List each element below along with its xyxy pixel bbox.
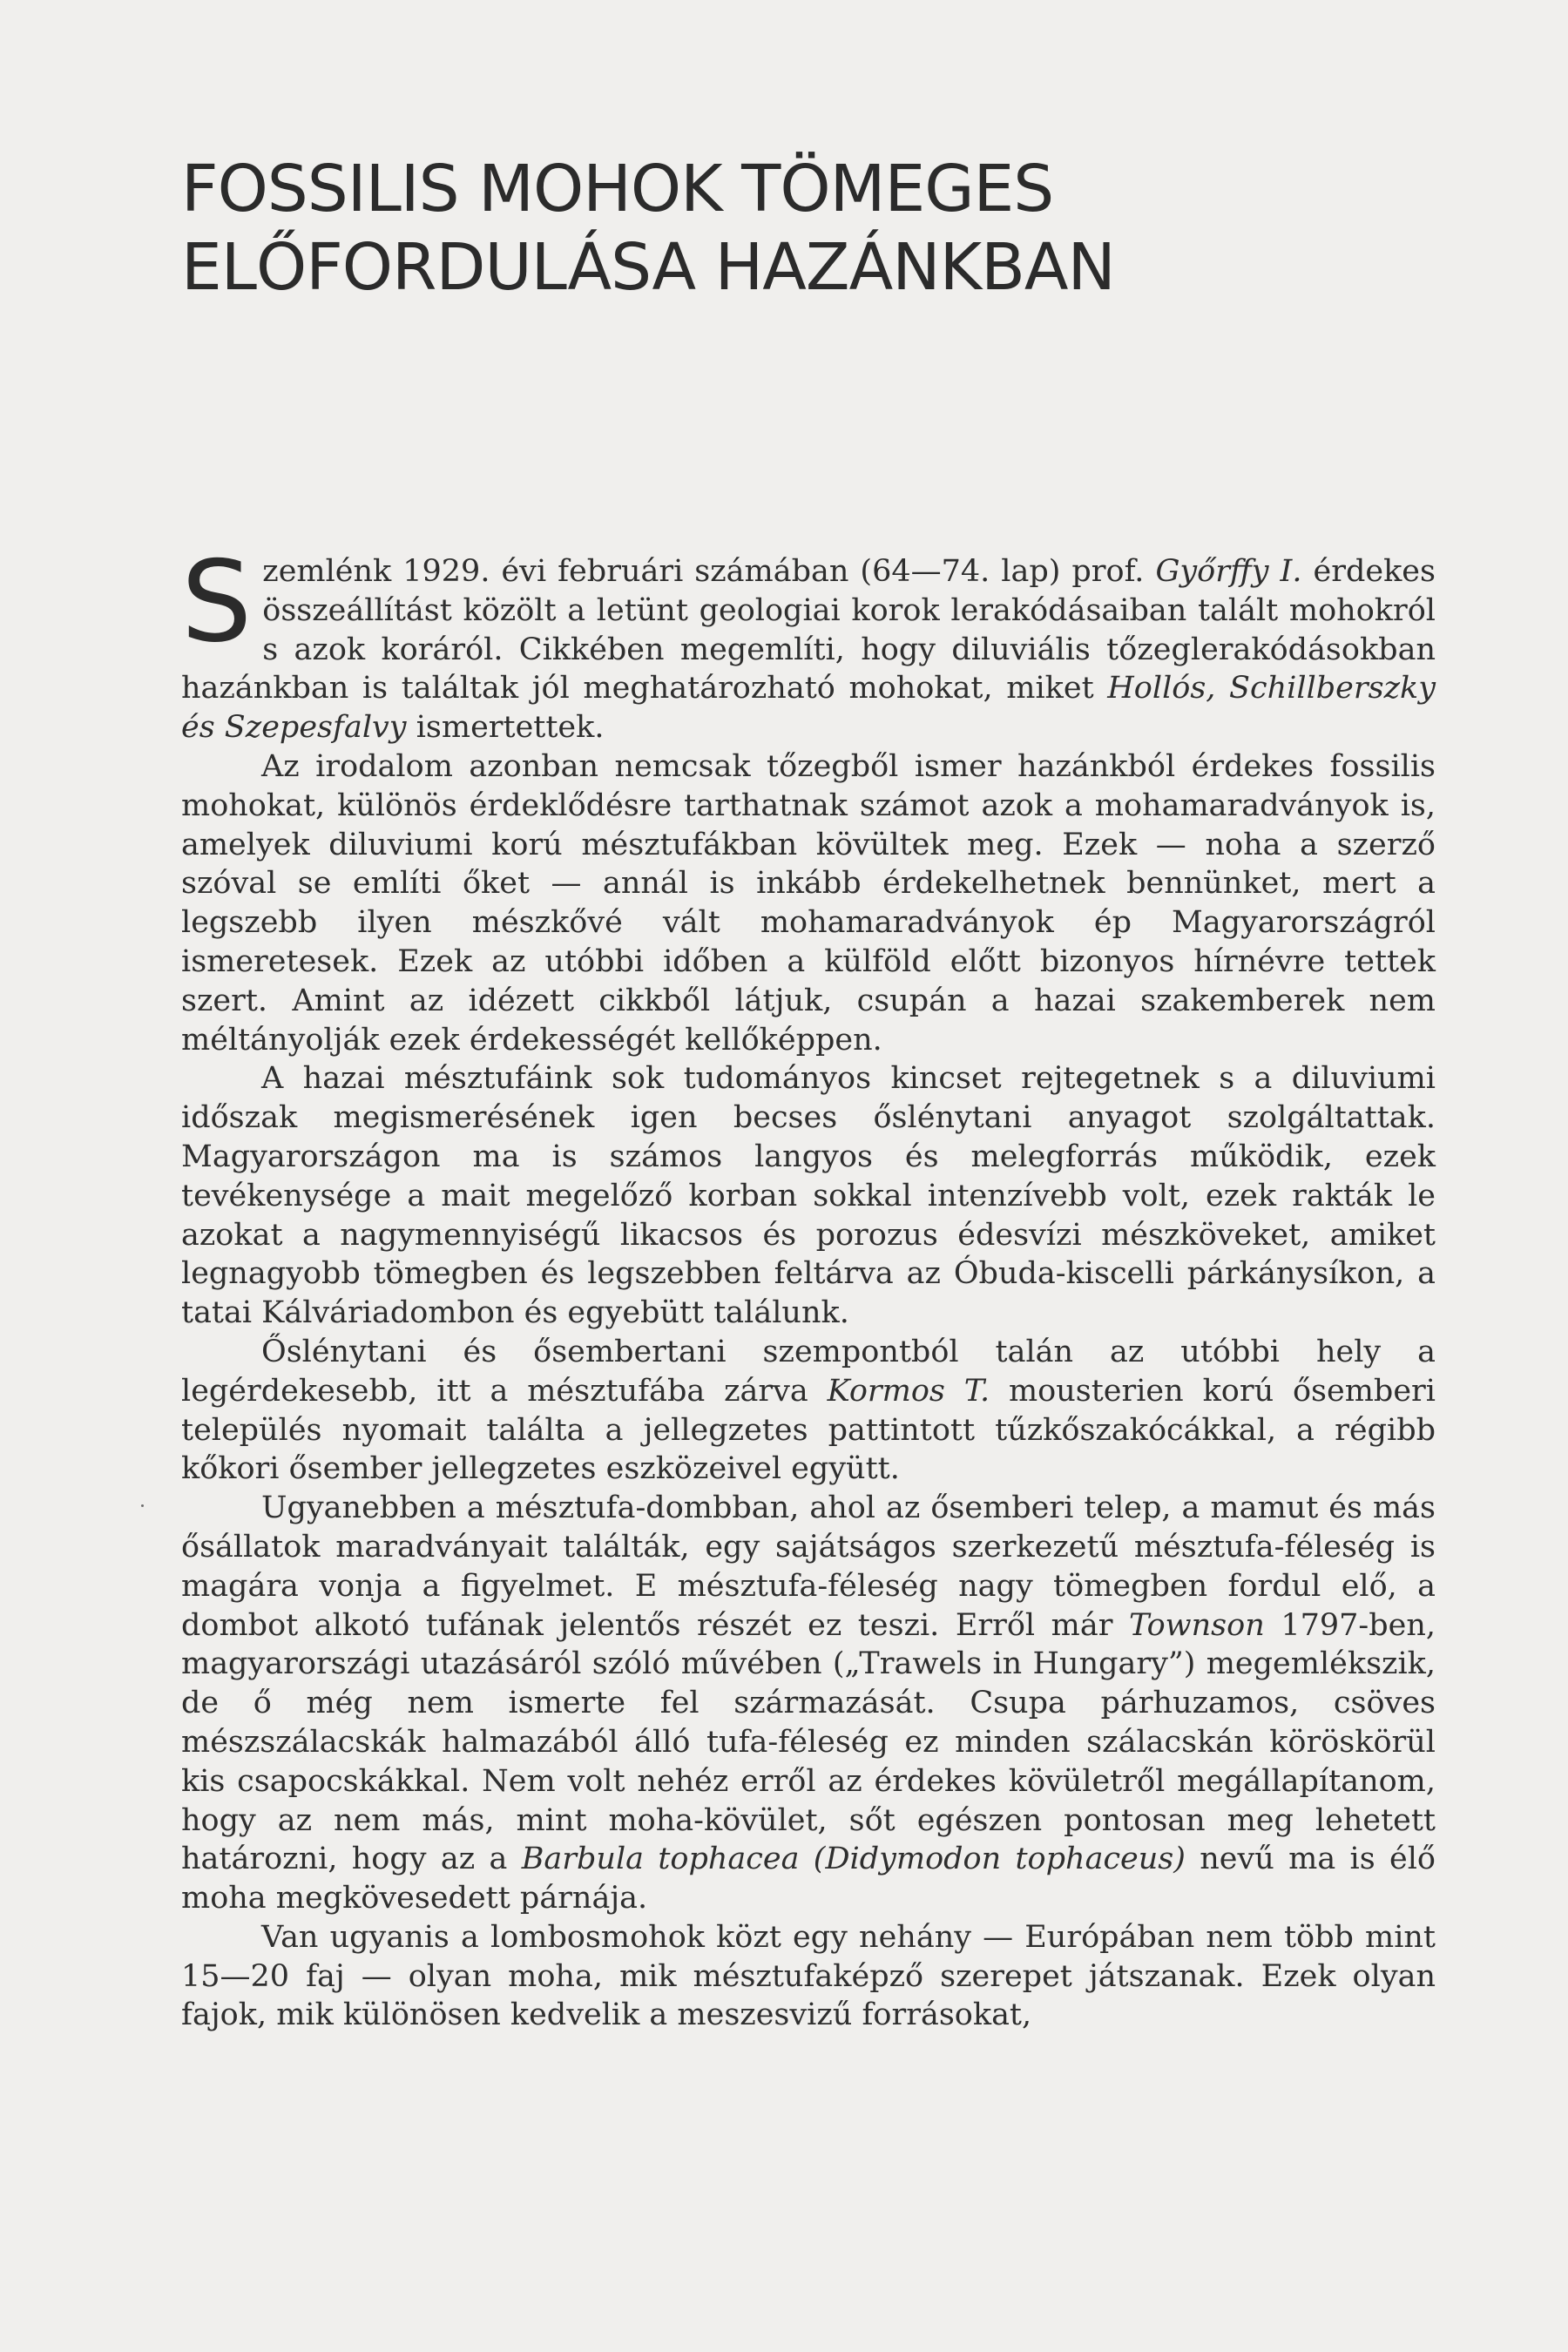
article-title bbox=[181, 150, 1401, 307]
paragraph-1 bbox=[181, 537, 1436, 747]
paragraph-5 bbox=[181, 1489, 1436, 1918]
scan-speck bbox=[141, 1504, 144, 1507]
title-line-2: ELŐFORDULÁSA HAZÁNKBAN bbox=[181, 230, 1115, 305]
paragraph-4-text-a: Őslénytani és ősembertani szempontból talán az utóbbi hely a legérdekesebb, itt a mésztufába zárva bbox=[181, 1334, 1436, 1409]
author-name-townson: Townson bbox=[1128, 1607, 1265, 1643]
article-body bbox=[181, 537, 1436, 2035]
paragraph-1-text-b: érdekes összeállítást közölt a letünt geologiai korok lerakódásaiban talált mohokról s azok koráról. Cikkében megemlíti, hogy diluviális tőzeglerakódásokban hazánkban is találtak jól meghatározható mohokat, miket bbox=[181, 554, 1436, 706]
paragraph-5-text-a: Ugyanebben a mésztufa-dombban, ahol az ősemberi telep, a mamut és más ősállatok maradványait találták, egy sajátságos szerkezetű mésztufa-féleség is magára vonja a figyelmet. E mésztufa-féleség nagy tömegben fordul elő, a dombot alkotó tufának jelentős részét ez teszi. Erről már bbox=[181, 1490, 1436, 1643]
paragraph-1-text-a: zemlénk 1929. évi februári számában (64—74. lap) prof. bbox=[262, 554, 1145, 589]
author-names-hollos-schillberszky-szepesfalvy: Hollós, Schillberszky és Szepesfalvy bbox=[181, 671, 1436, 746]
paragraph-4 bbox=[181, 1333, 1436, 1489]
drop-cap: S bbox=[181, 537, 253, 667]
paragraph-5-text-c: nevű ma is élő moha megkövesedett párnája. bbox=[181, 1842, 1436, 1916]
species-name-barbula: Barbula tophacea (Didymodon tophaceus) bbox=[521, 1842, 1186, 1877]
author-name-kormos: Kormos T. bbox=[827, 1373, 990, 1409]
paragraph-2: Az irodalom azonban nemcsak tőzegből ismer hazánkból érdekes fossilis mohokat, különös érdeklődésre tarthatnak számot azok a mohamaradványok is, amelyek diluviumi korú mésztufákban kövültek meg. Ezek — noha a szerző szóval se említi őket — annál is inkább érdekelhetnek bennünket, mert a legszebb ilyen mészkővé vált mohamaradványok ép Magyarországról ismeretesek. Ezek az utóbbi időben a külföld előtt bizonyos hírnévre tettek szert. Amint az idézett cikkből látjuk, csupán a hazai szakemberek nem méltányolják ezek érdekességét kellőképpen. bbox=[181, 748, 1436, 1058]
author-name-gyorffy: Győrffy I. bbox=[1155, 554, 1302, 589]
paragraph-5-text-b: 1797-ben, magyarországi utazásáról szóló művében („Trawels in Hungary”) megemlékszik, de ő még nem ismerte fel származását. Csupa párhuzamos, csöves mészszálacskák halmazából álló tufa-féleség ez minden szálacskán köröskörül kis csapocskákkal. Nem volt nehéz erről az érdekes kövületről megállapítanom, hogy az nem más, mint moha-kövület, sőt egészen pontosan meg lehetett határozni, hogy az a bbox=[181, 1607, 1436, 1877]
paragraph-3: A hazai mésztufáink sok tudományos kincset rejtegetnek s a diluviumi időszak megismerésének igen becses őslénytani anyagot szolgáltattak. Magyarországon ma is számos langyos és melegforrás működik, ezek tevékenysége a mait megelőző korban sokkal intenzívebb volt, ezek rakták le azokat a nagymennyiségű likacsos és porozus édesvízi mészköveket, amiket legnagyobb tömegben és legszebben feltárva az Óbuda-kiscelli párkánysíkon, a tatai Kálváriadombon és egyebütt találunk. bbox=[181, 1061, 1436, 1331]
paragraph-1-text-c: ismertettek. bbox=[416, 710, 605, 746]
paragraph-6: Van ugyanis a lombosmohok közt egy nehány — Európában nem több mint 15—20 faj — olyan moha, mik mésztufaképző szerepet játszanak. Ezek olyan fajok, mik különösen kedvelik a meszesvizű forrásokat, bbox=[181, 1919, 1436, 2033]
title-line-1: FOSSILIS MOHOK TÖMEGES bbox=[181, 152, 1054, 226]
paragraph-4-text-b: mousterien korú ősemberi település nyomait találta a jellegzetes pattintott tűzkőszakócákkal, a régibb kőkori ősember jellegzetes eszközeivel együtt. bbox=[181, 1373, 1436, 1487]
